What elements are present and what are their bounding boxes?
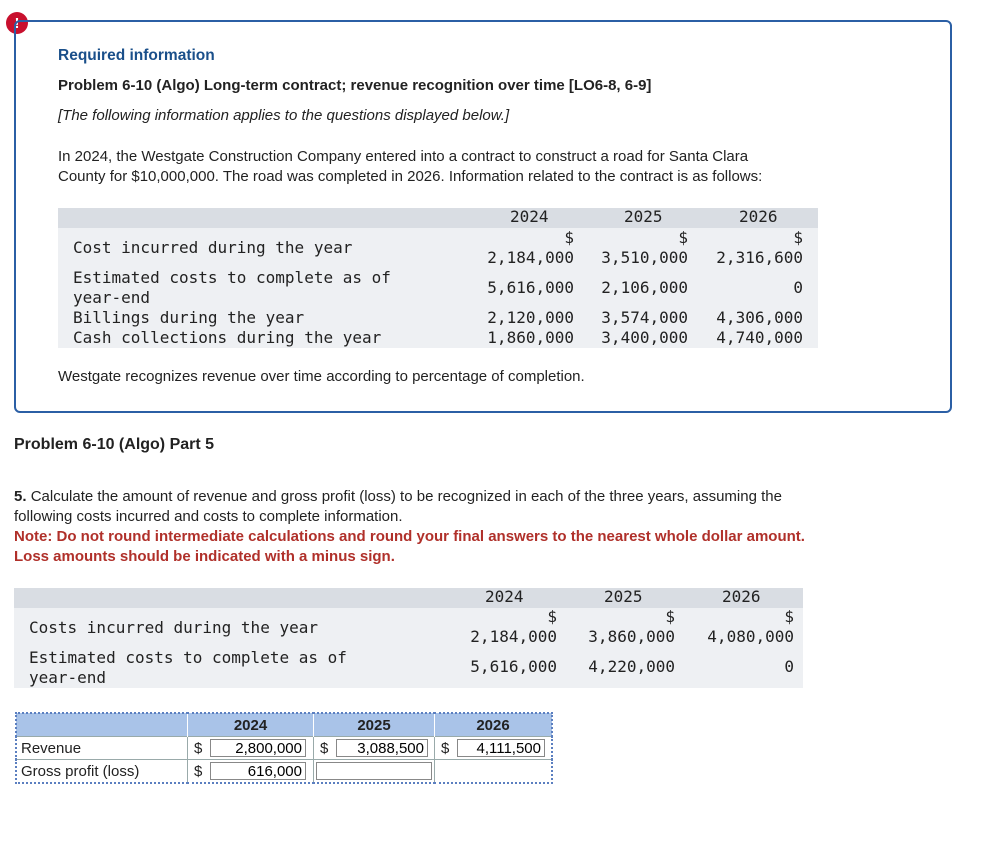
gross-2025-input[interactable]: [316, 762, 432, 780]
revenue-2024-currency: $: [194, 739, 203, 757]
question-text-1: Calculate the amount of revenue and gross profit (loss) to be recognized in each of the three years, assuming the: [30, 488, 782, 505]
billings-label: Billings during the year: [73, 308, 305, 327]
gross-2024-cell: [188, 760, 314, 784]
revenue-2026-currency: $: [441, 739, 450, 757]
cost-incurred-label: Cost incurred during the year: [73, 238, 353, 257]
part-table-header: [14, 588, 803, 608]
part-estimated-2025: 4,220,000: [588, 657, 675, 676]
estimated-costs-label-2: year-end: [73, 288, 151, 307]
cash-2025: 3,400,000: [601, 328, 688, 347]
part-title: Problem 6-10 (Algo) Part 5: [14, 436, 215, 453]
cost-2025: 3,510,000: [601, 248, 688, 267]
billings-2025: 3,574,000: [601, 308, 688, 327]
part-estimated-2026: 0: [784, 657, 794, 676]
revenue-2026-input[interactable]: [457, 739, 545, 757]
part-cost-2025: 3,860,000: [588, 627, 675, 646]
applies-note: [The following information applies to the questions displayed below.]: [58, 107, 510, 124]
question-line-2: following costs incurred and costs to complete information.: [14, 508, 403, 525]
estimated-costs-label-1: Estimated costs to complete as of: [73, 268, 391, 287]
recognition-note: Westgate recognizes revenue over time according to percentage of completion.: [58, 368, 585, 385]
part-estimated-label-1: Estimated costs to complete as of: [29, 648, 347, 667]
contract-table-header: [58, 208, 818, 228]
revenue-2024-cell: [188, 737, 314, 760]
intro-line-1: In 2024, the Westgate Construction Company entered into a contract to construct a road for Santa Clara: [58, 148, 749, 165]
revenue-2025-cell: [314, 737, 435, 760]
note-line-1: Note: Do not round intermediate calculations and round your final answers to the nearest whole dollar amount.: [14, 528, 805, 545]
part-cost-2025-currency: $: [665, 607, 675, 626]
part-cost-2024-currency: $: [547, 607, 557, 626]
cost-2026-currency: $: [793, 228, 803, 247]
answer-header-2025: 2025: [314, 713, 435, 737]
question-number: 5.: [14, 488, 27, 505]
answer-header-2026: 2026: [435, 713, 553, 737]
gross-2024-input[interactable]: [210, 762, 306, 780]
billings-2026: 4,306,000: [716, 308, 803, 327]
cash-2026: 4,740,000: [716, 328, 803, 347]
question-line-1: [14, 487, 782, 507]
answer-header-2024: 2024: [188, 713, 314, 737]
note-line-2: Loss amounts should be indicated with a minus sign.: [14, 548, 395, 565]
part-year-2024: 2024: [485, 587, 524, 606]
part-year-2026: 2026: [722, 587, 761, 606]
answer-header-blank: [16, 713, 188, 737]
part-cost-2026-currency: $: [784, 607, 794, 626]
part-estimated-label-2: year-end: [29, 668, 107, 687]
estimated-2026: 0: [793, 278, 803, 297]
revenue-2025-input[interactable]: [336, 739, 428, 757]
estimated-2025: 2,106,000: [601, 278, 688, 297]
alert-icon: !: [6, 12, 28, 34]
required-information-title: Required information: [58, 47, 215, 64]
contract-year-2024: 2024: [510, 207, 549, 226]
part-cost-2024: 2,184,000: [470, 627, 557, 646]
cost-2026: 2,316,600: [716, 248, 803, 267]
gross-2024-currency: $: [194, 762, 203, 780]
revenue-2026-cell: [435, 737, 553, 760]
problem-title: Problem 6-10 (Algo) Long-term contract; revenue recognition over time [LO6-8, 6-9]: [58, 77, 652, 94]
part-cost-2026: 4,080,000: [707, 627, 794, 646]
answer-table: [15, 712, 553, 784]
revenue-2024-input[interactable]: [210, 739, 306, 757]
cost-2025-currency: $: [678, 228, 688, 247]
contract-year-2026: 2026: [739, 207, 778, 226]
gross-2026-cell: [435, 760, 553, 784]
contract-year-2025: 2025: [624, 207, 663, 226]
estimated-2024: 5,616,000: [487, 278, 574, 297]
cash-2024: 1,860,000: [487, 328, 574, 347]
part-year-2025: 2025: [604, 587, 643, 606]
billings-2024: 2,120,000: [487, 308, 574, 327]
part-costs-label: Costs incurred during the year: [29, 618, 318, 637]
cost-2024: 2,184,000: [487, 248, 574, 267]
cash-collections-label: Cash collections during the year: [73, 328, 382, 347]
part-estimated-2024: 5,616,000: [470, 657, 557, 676]
gross-profit-label: Gross profit (loss): [16, 760, 188, 784]
cost-2024-currency: $: [564, 228, 574, 247]
intro-line-2: County for $10,000,000. The road was completed in 2026. Information related to the contract is as follows:: [58, 168, 763, 185]
gross-2025-cell: [314, 760, 435, 784]
revenue-2025-currency: $: [320, 739, 329, 757]
revenue-label: Revenue: [16, 737, 188, 760]
